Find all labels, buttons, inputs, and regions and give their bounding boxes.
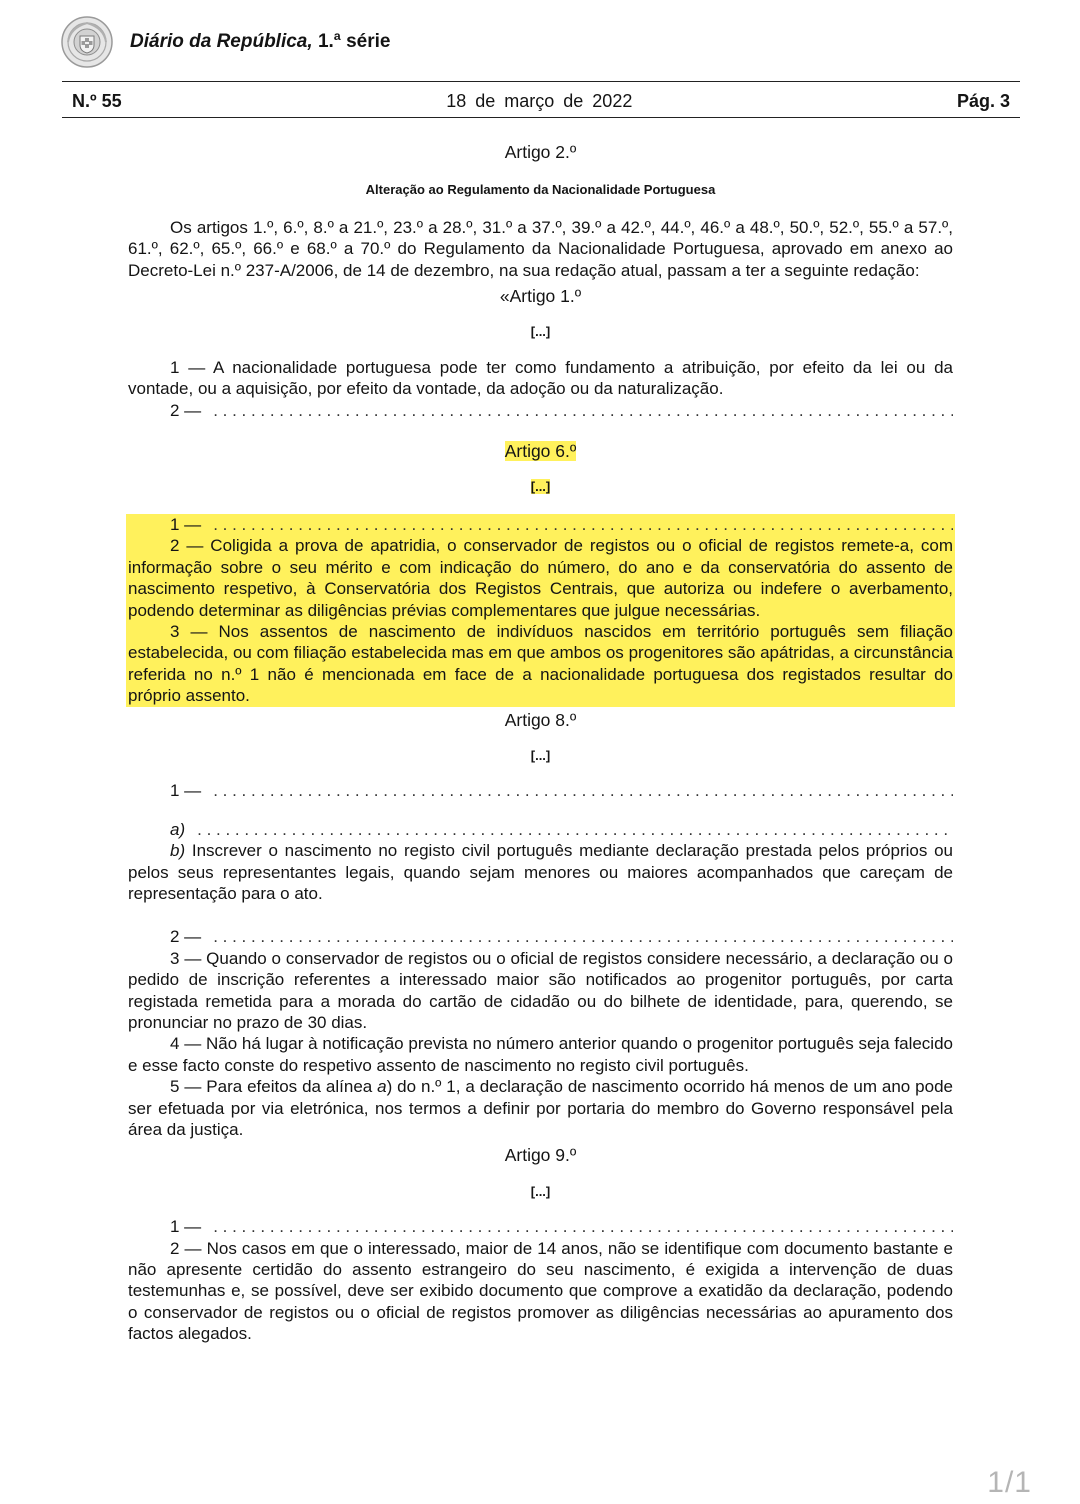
masthead xyxy=(60,14,390,70)
item-label: a) xyxy=(170,819,186,839)
article-8-title: Artigo 8.º xyxy=(504,709,577,730)
issue-bar xyxy=(72,89,1010,113)
page-number: Pág. 3 xyxy=(956,90,1010,111)
dot-leader xyxy=(213,1216,953,1237)
article-2-subtitle: Alteração ao Regulamento da Nacionalidade Portuguesa xyxy=(365,182,716,198)
paragraph-number: 2 — xyxy=(170,927,202,947)
journal-series: 1.ª série xyxy=(317,31,391,52)
dot-leader xyxy=(213,926,953,947)
republic-seal-icon xyxy=(60,15,114,69)
article-8-item-a xyxy=(128,819,953,840)
article-6-paragraph-1 xyxy=(128,514,953,535)
issue-date: 18 de março de 2022 xyxy=(446,90,633,111)
article-9-paragraph-1 xyxy=(128,1216,953,1237)
article-1-ellipsis: [...] xyxy=(530,324,551,340)
article-1-paragraph-1: 1 — A nacionalidade portuguesa pode ter como fundamento a atribuição, por efeito da lei ou da vontade, ou a aquisição, por efeito da vontade, da adoção ou da naturalização. xyxy=(128,357,953,399)
article-8-paragraph-3: 3 — Quando o conservador de registos ou o oficial de registos considere necessário, a declaração ou o pedido de inscrição referentes a interessado maior são notificados ao progenitor português, por carta registada remetida para a morada do cartão de cidadão ou do bilhete de identidade, para, querendo, se pronunciar no prazo de 30 dias. xyxy=(128,948,953,1032)
article-1-paragraph-2 xyxy=(128,400,953,421)
journal-title xyxy=(130,31,390,53)
highlight: [...] xyxy=(530,479,551,495)
paragraph-italic: a xyxy=(377,1077,387,1097)
dot-leader xyxy=(213,400,953,421)
item-label: b) xyxy=(170,841,186,861)
article-8-paragraph-1 xyxy=(128,780,953,801)
paragraph-number: 1 — xyxy=(170,514,202,534)
article-9-title: Artigo 9.º xyxy=(504,1145,577,1166)
article-8-paragraph-2 xyxy=(128,926,953,947)
header-bottom-rule xyxy=(62,117,1020,118)
article-8-ellipsis: [...] xyxy=(530,747,551,763)
article-6-ellipsis xyxy=(128,476,953,497)
page-counter: 1/1 xyxy=(987,1466,1032,1499)
paragraph-number: 1 — xyxy=(170,781,202,801)
article-9-ellipsis: [...] xyxy=(530,1183,551,1199)
article-1-title: «Artigo 1.º xyxy=(499,286,582,307)
paragraph-number: 1 — xyxy=(170,1217,202,1237)
paragraph-text: 5 — Para efeitos da alínea xyxy=(170,1077,378,1097)
dot-leader xyxy=(213,780,953,801)
article-6-title xyxy=(128,441,953,462)
article-2-intro: Os artigos 1.º, 6.º, 8.º a 21.º, 23.º a 28.º, 31.º a 37.º, 39.º a 42.º, 44.º, 46.º a 48.º, 50.º, 52.º, 55.º a 57.º, 61.º, 62.º, 65.º, 66.º e 68.º a 70.º do Regulamento da Nacionalidade Portuguesa, aprovado em anexo ao Decreto-Lei n.º 237-A/2006, de 14 de dezembro, na sua redação atual, passam a ter a seguinte redação: xyxy=(128,217,953,280)
paragraph-text: ) do n.º 1, a declaração de nascimento ocorrido há menos de um ano pode ser efetuada por via eletrónica, nos termos a definir por portaria do membro do Governo responsável pela área da justiça. xyxy=(128,1077,953,1140)
item-text: Inscrever o nascimento no registo civil português mediante declaração prestada pelos próprios ou pelos seus representantes legais, quando sejam menores ou maiores acompanhados que careçam de representação para o ato. xyxy=(128,841,953,903)
article-6-highlighted-block xyxy=(126,514,955,707)
article-6-paragraph-2: 2 — Coligida a prova de apatridia, o conservador de registos ou o oficial de registos remete-a, com informação sobre o seu mérito e com indicação do número, do ano e da conservatória do assento de nascimento respetivo, à Conservatória dos Registos Centrais, que autoriza ou indefere o averbamento, podendo determinar as diligências prévias complementares que julgue necessárias. xyxy=(128,536,953,620)
article-9-paragraph-2: 2 — Nos casos em que o interessado, maior de 14 anos, não se identifique com documento bastante e não apresente certidão do assento estrangeiro do seu nascimento, é exigida a intervenção de duas testemunhas e, se possível, deve ser exibido documento que comprove a exatidão da declaração, podendo o conservador de registos ou o oficial de registos promover as diligências necessárias ao apuramento dos factos alegados. xyxy=(128,1238,953,1344)
article-6-paragraph-3: 3 — Nos assentos de nascimento de indivíduos nascidos em território português sem filiação estabelecida, ou com filiação estabelecida mas em que ambos os progenitores são apátridas, a circunstância referida no n.º 1 não é mencionada em face de a nacionalidade portuguesa dos registados resultar do próprio assento. xyxy=(128,621,953,706)
article-2-title: Artigo 2.º xyxy=(504,142,577,162)
journal-name: Diário da República, xyxy=(130,31,313,52)
dot-leader xyxy=(197,819,953,840)
issue-number: N.º 55 xyxy=(72,90,122,111)
header-top-rule xyxy=(62,81,1020,82)
article-8-paragraph-4: 4 — Não há lugar à notificação prevista no número anterior quando o progenitor português seja falecido e esse facto conste do respetivo assento de nascimento no registo civil português. xyxy=(128,1034,953,1075)
paragraph-number: 2 — xyxy=(170,400,202,420)
dot-leader xyxy=(213,514,953,535)
article-8-item-b xyxy=(128,840,953,904)
article-8-paragraph-5 xyxy=(128,1076,953,1140)
highlight: Artigo 6.º xyxy=(504,441,577,462)
document-body xyxy=(128,142,953,1345)
